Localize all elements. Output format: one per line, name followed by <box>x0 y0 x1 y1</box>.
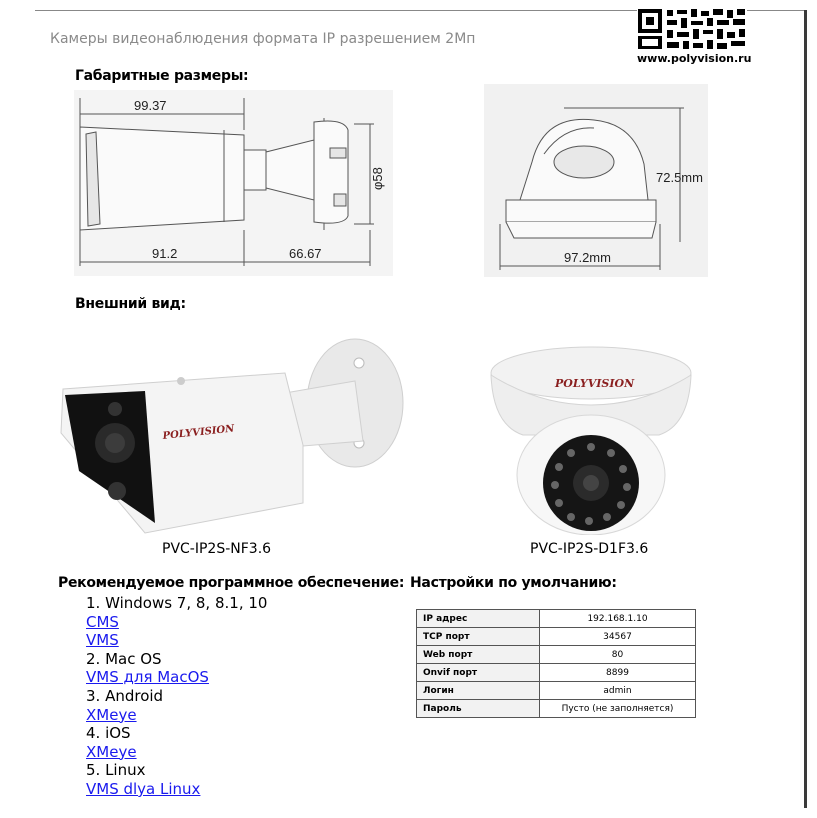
right-rule <box>804 10 807 808</box>
dim-diameter: φ58 <box>370 167 385 190</box>
link-vms[interactable]: VMS <box>86 631 119 650</box>
setting-value: 80 <box>540 646 696 664</box>
link-xmeye-android[interactable]: XMeye <box>86 705 137 724</box>
link-cms[interactable]: CMS <box>86 612 119 631</box>
table-row <box>417 646 696 664</box>
link-xmeye-ios[interactable]: XMeye <box>86 742 137 761</box>
dim-length-body: 91.2 <box>152 246 178 261</box>
dome-brand-logo: POLYVISION <box>555 377 635 390</box>
page-title: Камеры видеонаблюдения формата IP разрешением 2Мп <box>50 31 476 47</box>
link-vms-linux[interactable]: VMS dlya Linux <box>86 779 201 798</box>
setting-value: 192.168.1.10 <box>540 610 696 628</box>
defaults-heading: Настройки по умолчанию: <box>410 575 617 591</box>
table-row <box>417 664 696 682</box>
dimensions-heading: Габаритные размеры: <box>75 68 249 84</box>
setting-key: Логин <box>417 682 540 700</box>
default-settings-table <box>416 609 696 718</box>
os-ios: 4. iOS <box>86 724 131 743</box>
setting-value: admin <box>540 682 696 700</box>
setting-value: 8899 <box>540 664 696 682</box>
website-url: www.polyvision.ru <box>637 52 752 65</box>
dim-dome-width: 97.2mm <box>564 250 611 265</box>
setting-key: Web порт <box>417 646 540 664</box>
bullet-dimension-drawing <box>74 90 393 276</box>
setting-value: 34567 <box>540 628 696 646</box>
qr-code-icon <box>637 8 747 50</box>
table-row <box>417 682 696 700</box>
bullet-brand-logo: POLYVISION <box>162 423 235 442</box>
dome-camera-photo <box>483 335 703 535</box>
os-android: 3. Android <box>86 686 164 705</box>
software-heading: Рекомендуемое программное обеспечение: <box>58 575 405 591</box>
bullet-model-caption: PVC-IP2S-NF3.6 <box>162 541 272 557</box>
appearance-heading: Внешний вид: <box>75 296 186 312</box>
setting-key: TCP порт <box>417 628 540 646</box>
bullet-camera-photo <box>55 333 440 535</box>
link-vms-macos[interactable]: VMS для MacOS <box>86 668 209 687</box>
table-row <box>417 700 696 718</box>
dome-model-caption: PVC-IP2S-D1F3.6 <box>530 541 649 557</box>
dome-dimension-drawing <box>484 84 708 277</box>
os-windows: 1. Windows 7, 8, 8.1, 10 <box>86 594 268 612</box>
setting-key: Пароль <box>417 700 540 718</box>
setting-key: Onvif порт <box>417 664 540 682</box>
software-list <box>86 594 267 799</box>
setting-key: IP адрес <box>417 610 540 628</box>
table-row <box>417 628 696 646</box>
setting-value: Пусто (не заполняется) <box>540 700 696 718</box>
table-row <box>417 610 696 628</box>
dim-dome-height: 72.5mm <box>656 170 703 185</box>
os-macos: 2. Mac OS <box>86 649 162 668</box>
dim-length-top: 99.37 <box>134 98 167 113</box>
os-linux: 5. Linux <box>86 761 146 780</box>
dim-length-mount: 66.67 <box>289 246 322 261</box>
